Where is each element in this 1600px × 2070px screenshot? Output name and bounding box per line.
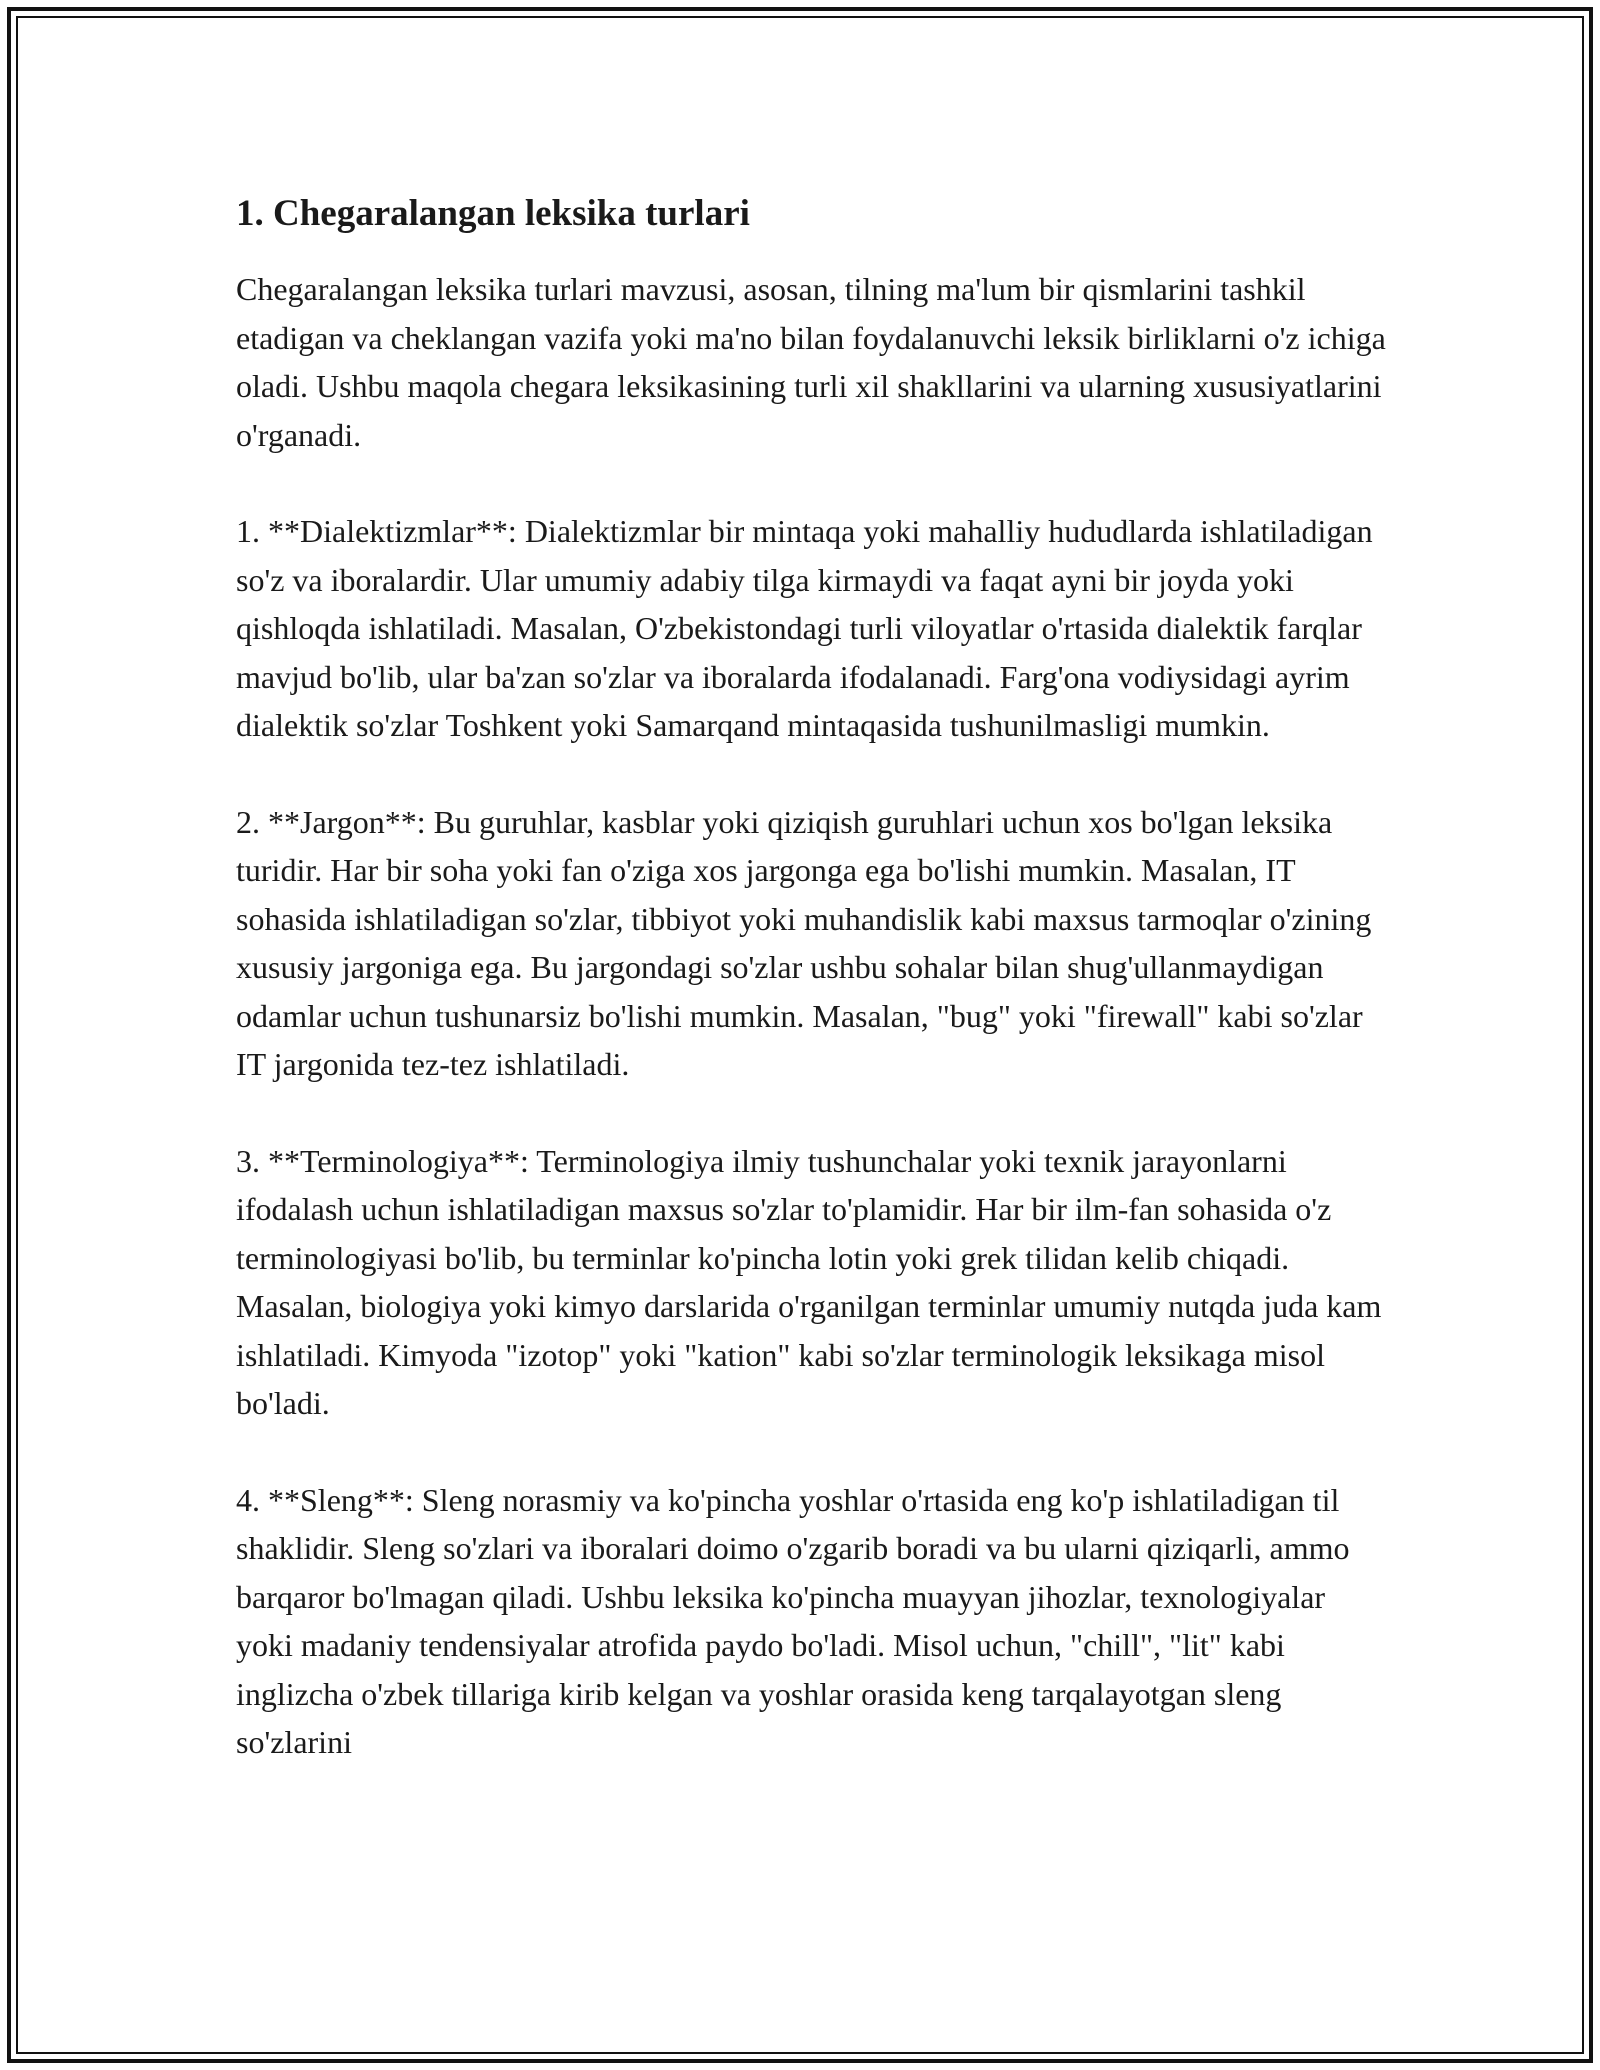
paragraph-jargon: 2. **Jargon**: Bu guruhlar, kasblar yoki qiziqish guruhlari uchun xos bo'lgan leksika turidir. Har bir soha yoki fan o'ziga xos jargonga ega bo'lishi mumkin. Masalan, IT sohasida ishlatiladigan so'zlar, tibbiyot yoki muhandislik kabi maxsus tarmoqlar o'zining xususiy jargoniga ega. Bu jargondagi so'zlar ushbu sohalar bilan shug'ullanmaydigan odamlar uchun tushunarsiz bo'lishi mumkin. Masalan, "bug" yoki "firewall" kabi so'zlar IT jargonida tez-tez ishlatiladi. bbox=[236, 803, 1372, 1082]
paragraph-sleng: 4. **Sleng**: Sleng norasmiy va ko'pincha yoshlar o'rtasida eng ko'p ishlatiladigan til shaklidir. Sleng so'zlari va iboralari doimo o'zgarib boradi va bu ularni qiziqarli, ammo barqaror bo'lmagan qiladi. Ushbu leksika ko'pincha muayyan jihozlar, texnologiyalar yoki madaniy tendensiyalar atrofida paydo bo'ladi. Misol uchun, "chill", "lit" kabi inglizcha o'zbek tillariga kirib kelgan va yoshlar orasida keng tarqalayotgan sleng so'zlarini bbox=[236, 1481, 1350, 1760]
document-body bbox=[236, 185, 1386, 1767]
section-heading: 1. Chegaralangan leksika turlari bbox=[236, 193, 750, 234]
paragraph-terminologiya: 3. **Terminologiya**: Terminologiya ilmiy tushunchalar yoki texnik jarayonlarni ifodalash uchun ishlatiladigan maxsus so'zlar to'plamidir. Har bir ilm-fan sohasida o'z terminologiyasi bo'lib, bu terminlar ko'pincha lotin yoki grek tilidan kelib chiqadi. Masalan, biologiya yoki kimyo darslarida o'rganilgan terminlar umumiy nutqda juda kam ishlatiladi. Kimyoda "izotop" yoki "kation" kabi so'zlar terminologik leksikaga misol bo'ladi. bbox=[236, 1142, 1382, 1421]
intro-paragraph: Chegaralangan leksika turlari mavzusi, asosan, tilning ma'lum bir qismlarini tashkil etadigan va cheklangan vazifa yoki ma'no bilan foydalanuvchi leksik birliklarni o'z ichiga oladi. Ushbu maqola chegara leksikasining turli xil shakllarini va ularning xususiyatlarini o'rganadi. bbox=[236, 271, 1386, 453]
paragraph-dialektizmlar: 1. **Dialektizmlar**: Dialektizmlar bir mintaqa yoki mahalliy hududlarda ishlatiladigan so'z va iboralardir. Ular umumiy adabiy tilga kirmaydi va faqat ayni bir joyda yoki qishloqda ishlatiladi. Masalan, O'zbekistondagi turli viloyatlar o'rtasida dialektik farqlar mavjud bo'lib, ular ba'zan so'zlar va iboralarda ifodalanadi. Farg'ona vodiysidagi ayrim dialektik so'zlar Toshkent yoki Samarqand mintaqasida tushunilmasligi mumkin. bbox=[236, 513, 1373, 743]
